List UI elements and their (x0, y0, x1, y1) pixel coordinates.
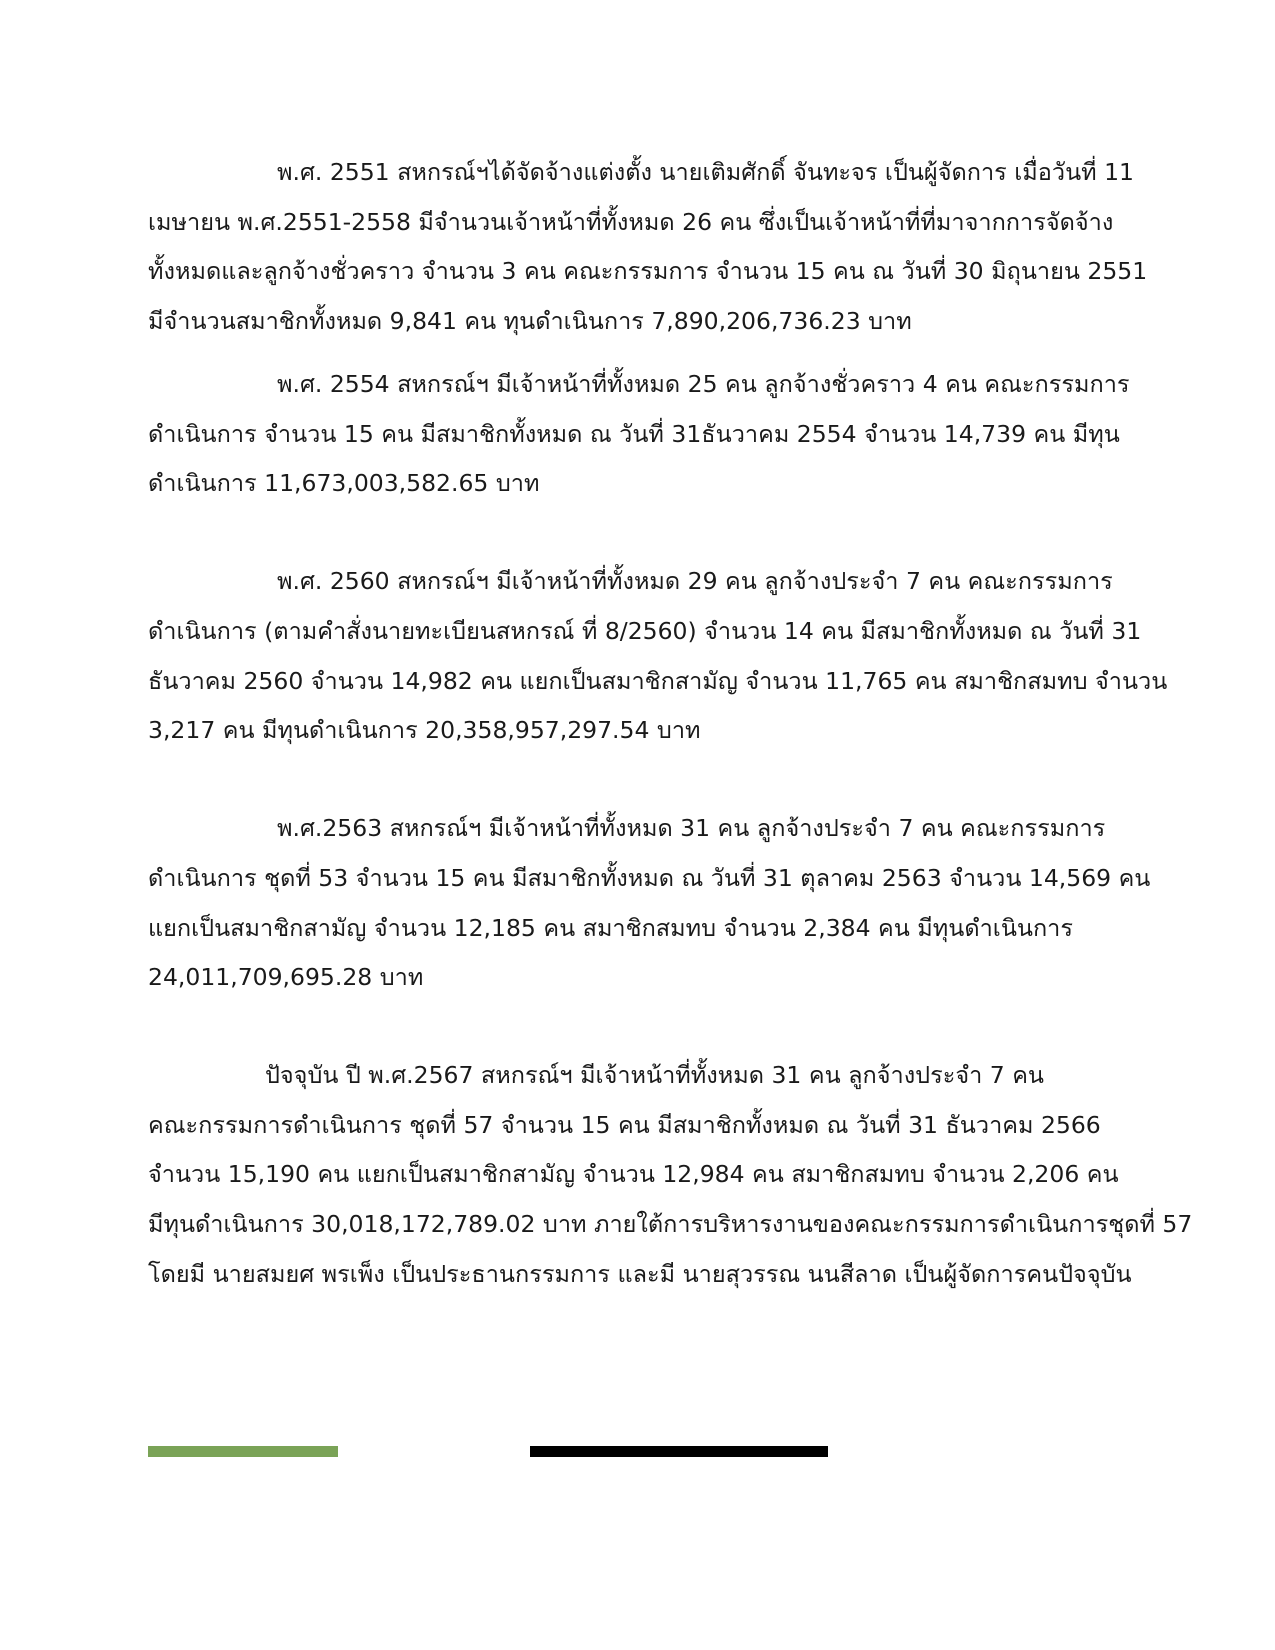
paragraph-1-line-4: มีจำนวนสมาชิกทั้งหมด 9,841 คน ทุนดำเนินการ 7,890,206,736.23 บาท (148, 307, 912, 335)
paragraph-4-line-1: พ.ศ.2563 สหกรณ์ฯ มีเจ้าหน้าที่ทั้งหมด 31 คน ลูกจ้างประจำ 7 คน คณะกรรมการ (277, 814, 1106, 842)
paragraph-1-line-2: เมษายน พ.ศ.2551-2558 มีจำนวนเจ้าหน้าที่ทั้งหมด 26 คน ซึ่งเป็นเจ้าหน้าที่ที่มาจากการจัดจ้าง (148, 208, 1114, 236)
paragraph-3-line-4: 3,217 คน มีทุนดำเนินการ 20,358,957,297.54 บาท (148, 716, 701, 744)
footer-black-bar (530, 1446, 828, 1457)
paragraph-3-line-3: ธันวาคม 2560 จำนวน 14,982 คน แยกเป็นสมาชิกสามัญ จำนวน 11,765 คน สมาชิกสมทบ จำนวน (148, 667, 1168, 695)
paragraph-5-line-4: มีทุนดำเนินการ 30,018,172,789.02 บาท ภายใต้การบริหารงานของคณะกรรมการดำเนินการชุดที่ 57 (148, 1210, 1193, 1238)
paragraph-1-line-3: ทั้งหมดและลูกจ้างชั่วคราว จำนวน 3 คน คณะกรรมการ จำนวน 15 คน ณ วันที่ 30 มิถุนายน 2551 (148, 257, 1148, 285)
paragraph-2-line-3: ดำเนินการ 11,673,003,582.65 บาท (148, 469, 540, 497)
paragraph-5-line-1: ปัจจุบัน ปี พ.ศ.2567 สหกรณ์ฯ มีเจ้าหน้าที่ทั้งหมด 31 คน ลูกจ้างประจำ 7 คน (265, 1061, 1044, 1089)
paragraph-4-line-2: ดำเนินการ ชุดที่ 53 จำนวน 15 คน มีสมาชิกทั้งหมด ณ วันที่ 31 ตุลาคม 2563 จำนวน 14,569 คน (148, 864, 1151, 892)
paragraph-2-line-2: ดำเนินการ จำนวน 15 คน มีสมาชิกทั้งหมด ณ วันที่ 31ธันวาคม 2554 จำนวน 14,739 คน มีทุน (148, 420, 1120, 448)
paragraph-3-line-1: พ.ศ. 2560 สหกรณ์ฯ มีเจ้าหน้าที่ทั้งหมด 29 คน ลูกจ้างประจำ 7 คน คณะกรรมการ (277, 567, 1113, 595)
paragraph-5-line-5: โดยมี นายสมยศ พรเพ็ง เป็นประธานกรรมการ และมี นายสุวรรณ นนสีลาด เป็นผู้จัดการคนปัจจุบัน (148, 1260, 1132, 1288)
paragraph-3-line-2: ดำเนินการ (ตามคำสั่งนายทะเบียนสหกรณ์ ที่ 8/2560) จำนวน 14 คน มีสมาชิกทั้งหมด ณ วันที่ 31 (148, 617, 1142, 645)
paragraph-2-line-1: พ.ศ. 2554 สหกรณ์ฯ มีเจ้าหน้าที่ทั้งหมด 25 คน ลูกจ้างชั่วคราว 4 คน คณะกรรมการ (277, 370, 1130, 398)
paragraph-5-line-3: จำนวน 15,190 คน แยกเป็นสมาชิกสามัญ จำนวน 12,984 คน สมาชิกสมทบ จำนวน 2,206 คน (148, 1160, 1119, 1188)
paragraph-5-line-2: คณะกรรมการดำเนินการ ชุดที่ 57 จำนวน 15 คน มีสมาชิกทั้งหมด ณ วันที่ 31 ธันวาคม 2566 (148, 1111, 1101, 1139)
footer-green-bar (148, 1446, 338, 1457)
paragraph-4-line-4: 24,011,709,695.28 บาท (148, 963, 424, 991)
paragraph-4-line-3: แยกเป็นสมาชิกสามัญ จำนวน 12,185 คน สมาชิกสมทบ จำนวน 2,384 คน มีทุนดำเนินการ (148, 914, 1073, 942)
paragraph-1-line-1: พ.ศ. 2551 สหกรณ์ฯได้จัดจ้างแต่งตั้ง นายเติมศักดิ์ จันทะจร เป็นผู้จัดการ เมื่อวันที่ 11 (277, 158, 1135, 186)
